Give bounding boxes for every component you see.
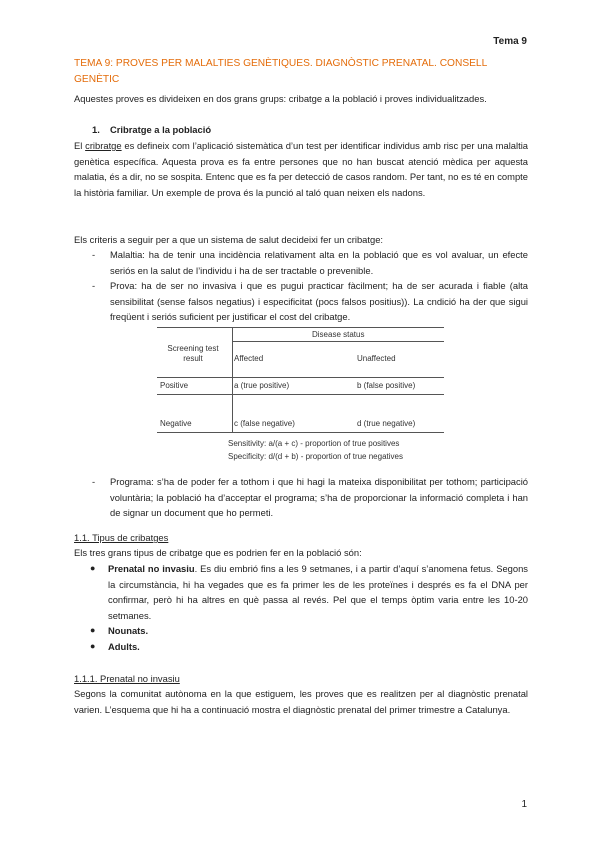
section-1-1-heading — [74, 530, 528, 546]
dash-mark: - — [92, 280, 96, 292]
prenatal-heading: 1.1.1. Prenatal no invasiu — [74, 673, 180, 684]
table-cell-true-positive: a (true positive) — [234, 381, 290, 390]
section-1-1-1-heading — [74, 671, 528, 687]
criteria-text: Malaltia: ha de tenir una incidència relativament alta en la població que es vol avaluar, un efecte seriós en la salut de l’individu i ha de ser tractable o prevenible. — [110, 249, 528, 276]
table-rule-header — [157, 377, 444, 378]
bullet-mark: ● — [90, 625, 96, 636]
bullet-mark: ● — [90, 563, 96, 573]
list-item-adults — [88, 639, 528, 655]
tipus-cribatges-heading: 1.1. Tipus de cribatges — [74, 532, 169, 543]
criteria-text: Programa: s’ha de poder fer a tothom i que hi hagi la mateixa disponibilitat per tothom; participació voluntària; la població ha d’acceptar el programa; s’ha de proporcionar la informació completa i han de signar un document que ho permeti. — [110, 476, 528, 519]
criteria-item-prova — [92, 278, 528, 325]
p1-post: es defineix com l’aplicació sistemàtica d’un test per identificar individus amb risc per una malaltia genètica específica. Aquesta prova es fa entre persones que no han buscat atenció mèdica per aquesta malatia, és a dir, no se sospita. Entenc que es fa per detecció de casos random. Per tant, no es té en compte la història familiar. Un exemple de prova és la punció al taló quan neixen els nadons. — [74, 140, 528, 198]
criteria-list — [92, 247, 528, 325]
criteria-intro: Els criteris a seguir per a que un sistema de salut decideixi fer un cribatge: — [74, 234, 384, 245]
table-header-disease-status: Disease status — [312, 330, 365, 339]
criteria-list-continued — [92, 474, 528, 521]
criteria-text: Prova: ha de ser no invasiva i que es pugui practicar fàcilment; ha de ser acurada i fiable (alta sensibilitat (sense falsos negatius) i especificitat (pocs falsos positius)). La cndició ha der que sigui freqüent i seriós suficient per justificar el cost del cribatge. — [110, 280, 528, 323]
bullet-mark: ● — [90, 640, 96, 651]
specificity-caption: Specificity: d/(d + b) - proportion of true negatives — [228, 452, 403, 461]
criteria-item-programa — [92, 474, 528, 521]
dash-mark: - — [92, 249, 96, 260]
sensitivity-caption: Sensitivity: a/(a + c) - proportion of true positives — [228, 439, 400, 448]
table-row-negative-label: Negative — [160, 419, 192, 428]
section-1-paragraph-2 — [74, 232, 528, 248]
p1-pre: El — [74, 140, 86, 151]
table-cell-false-positive: b (false positive) — [357, 381, 416, 390]
table-header-screening: Screening test result — [167, 344, 219, 363]
dash-mark: - — [92, 476, 96, 487]
list-item-bold: Prenatal no invasiu — [108, 563, 195, 574]
table-header-affected: Affected — [234, 354, 264, 363]
section-1-number: 1. — [92, 124, 100, 135]
cribatge-types-list — [88, 561, 528, 655]
page-number: 1 — [521, 799, 527, 810]
table-rule-top — [157, 327, 444, 328]
intro-paragraph — [74, 91, 528, 107]
table-captions — [228, 437, 403, 463]
table-header-unaffected: Unaffected — [357, 354, 396, 363]
table-rule-positive — [157, 394, 444, 395]
screening-table — [157, 327, 444, 433]
section-1-title: Cribratge a la població — [110, 124, 212, 135]
table-rule-vertical — [232, 327, 233, 433]
list-item-bold: Nounats. — [108, 625, 149, 637]
table-row-positive-label: Positive — [160, 381, 189, 390]
section-1-1-1-paragraph — [74, 686, 528, 717]
list-item-nounats — [88, 623, 528, 639]
intro-text: Aquestes proves es divideixen en dos grans grups: cribatge a la població i proves individualitzades. — [74, 93, 487, 104]
criteria-item-malaltia — [92, 247, 528, 278]
table-rule-under-status — [232, 341, 444, 342]
header-tema: Tema 9 — [493, 36, 527, 47]
list-item-bold: Adults. — [108, 640, 140, 652]
tipus-intro-text: Els tres grans tipus de cribatge que es podrien fer en la població són: — [74, 547, 362, 558]
list-item-text: . Es diu embrió fins a les 9 setmanes, i a partir d’aquí s’anomena fetus. Segons la circumstància, hi ha vegades que es fa primer les de les proteïnes i després es fa el DNA per confirmar, però hi ha altres en què passa al revés. Pel que el temps òptim varia entre les 10-20 setmanes. — [108, 563, 528, 621]
table-rule-bottom — [157, 432, 444, 433]
page-title: TEMA 9: PROVES PER MALALTIES GENÈTIQUES. DIAGNÒSTIC PRENATAL. CONSELL GENÈTIC — [74, 58, 487, 85]
section-1-heading — [92, 122, 211, 138]
section-1-1-intro — [74, 545, 528, 561]
table-cell-true-negative: d (true negative) — [357, 419, 416, 428]
section-1-paragraph-1 — [74, 138, 528, 200]
prenatal-text: Segons la comunitat autònoma en la que estiguem, les proves que es realitzen per al diagnòstic prenatal varien. L’esquema que hi ha a continuació mostra el diagnòstic prenatal del primer trimestre a Catalunya. — [74, 688, 528, 715]
cribratge-term: cribratge — [85, 140, 122, 151]
table-cell-false-negative: c (false negative) — [234, 419, 295, 428]
list-item-prenatal — [88, 561, 528, 623]
